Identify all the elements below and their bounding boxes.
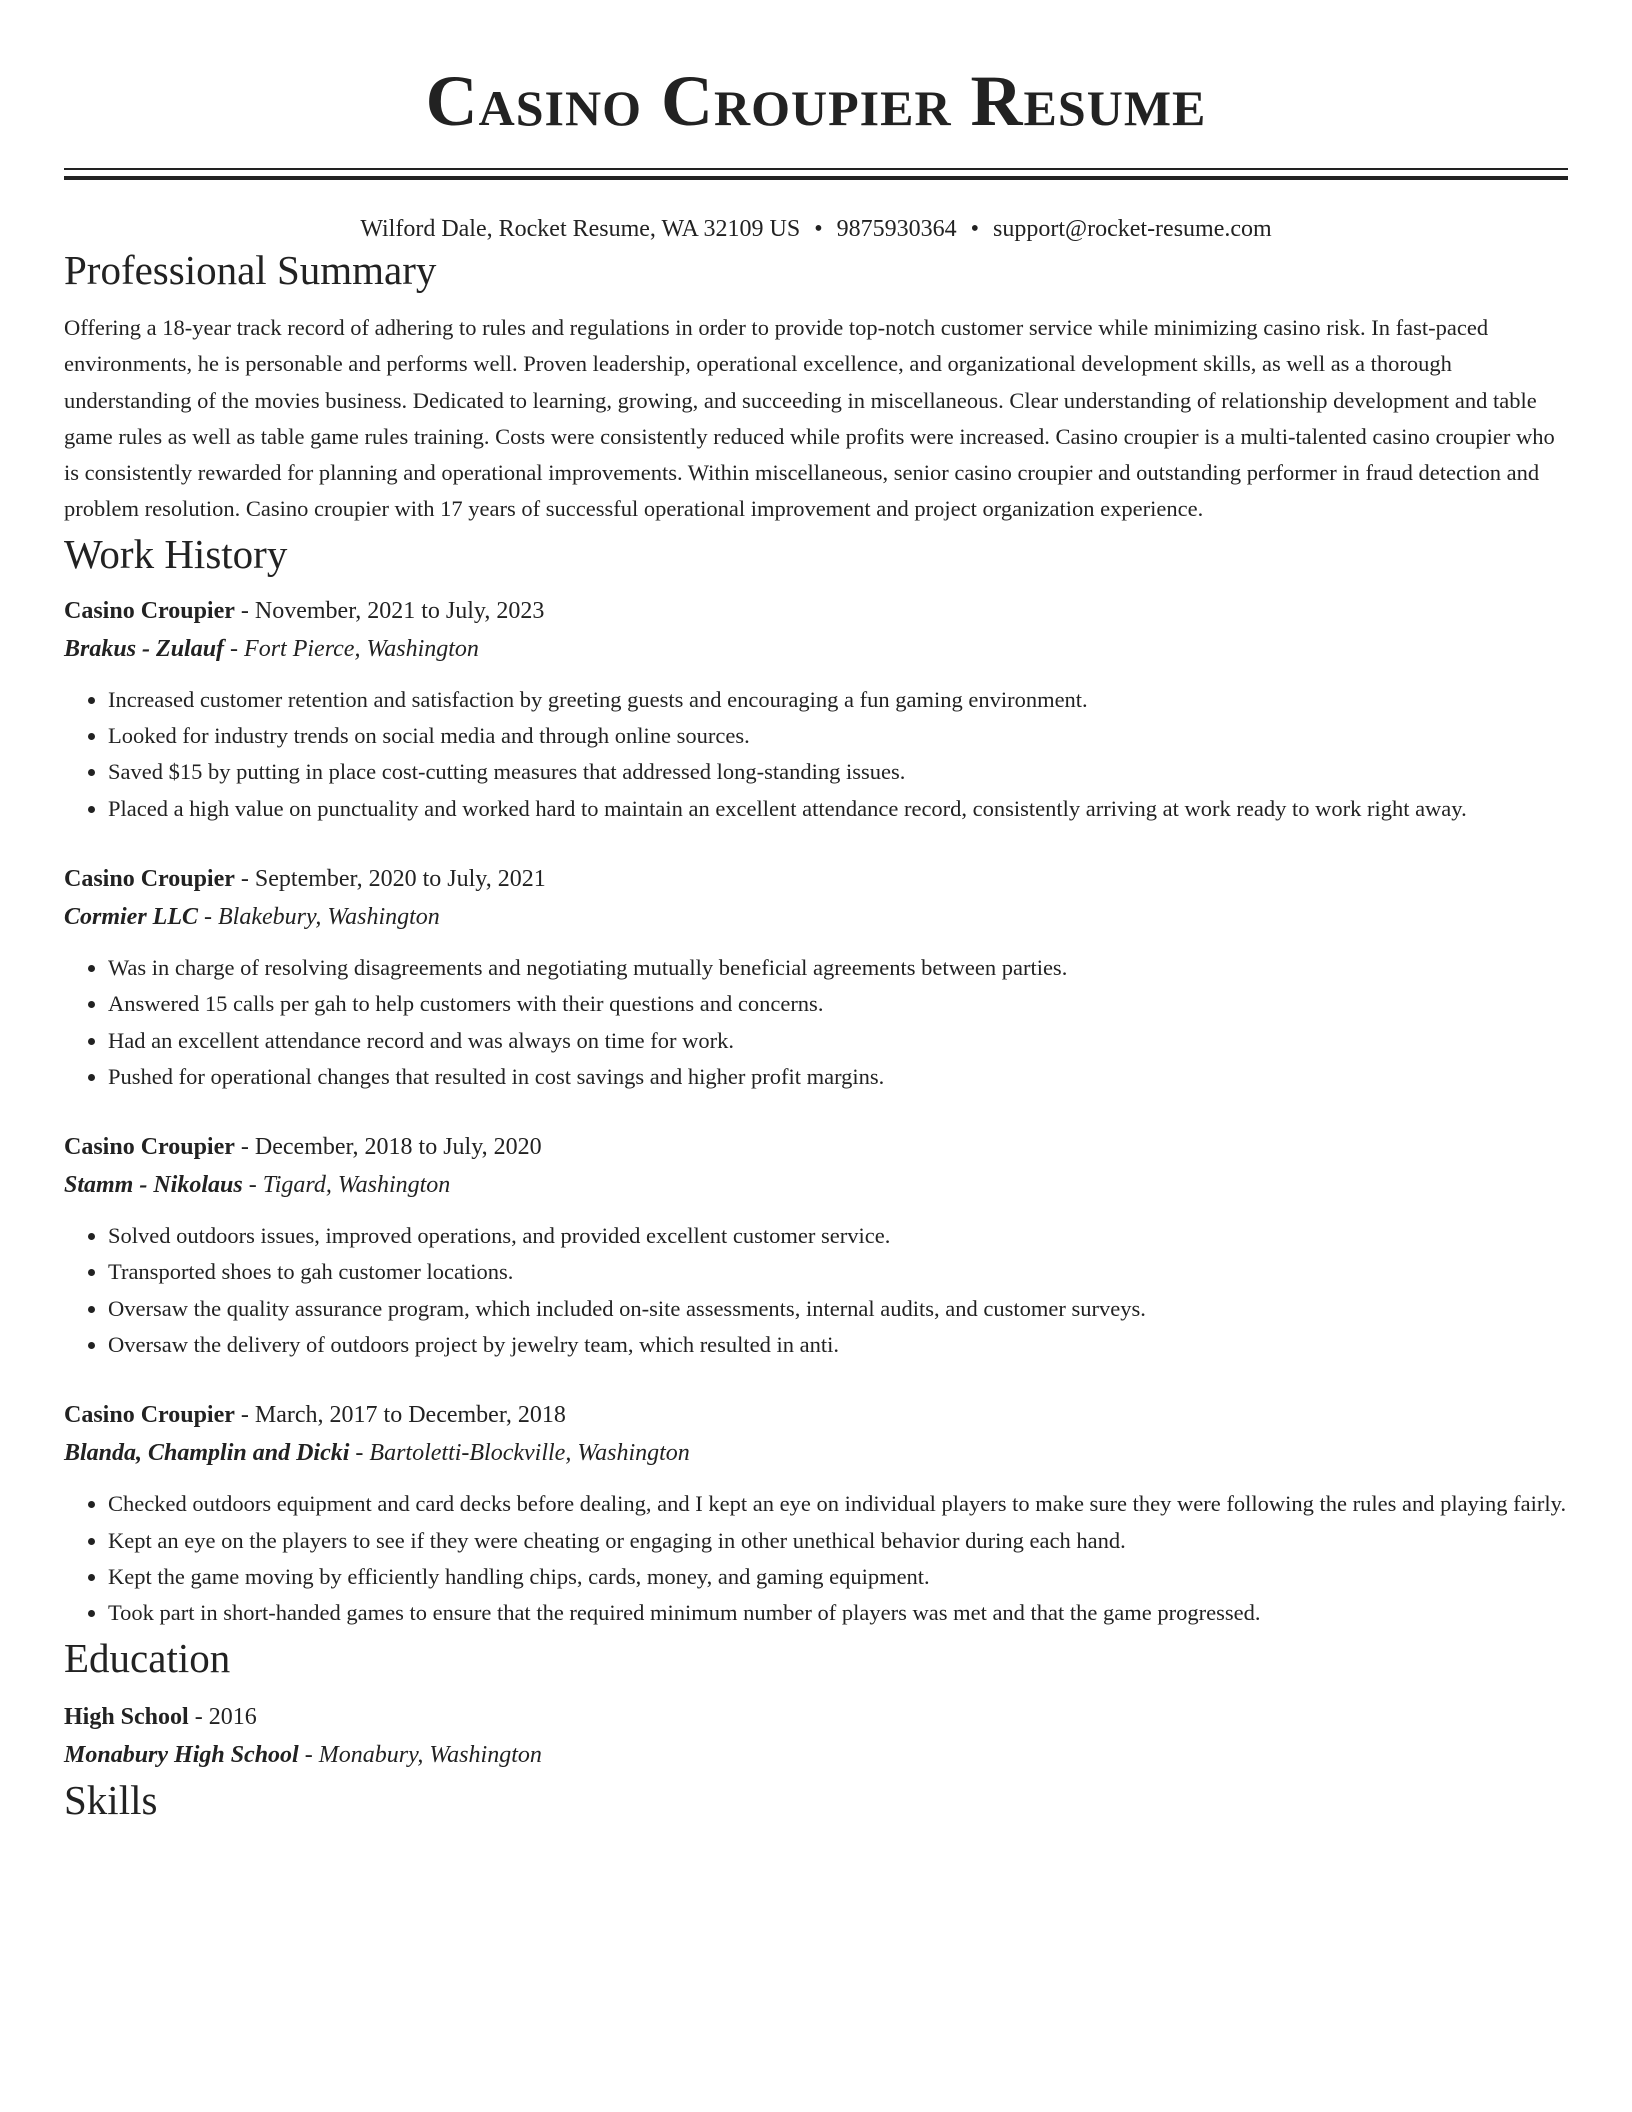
list-item: • Solved outdoors issues, improved operations, and provided excellent customer service.: [108, 1218, 1568, 1254]
skills-heading: Skills: [64, 1776, 158, 1823]
graduation-year: 2016: [208, 1703, 257, 1730]
job-bullets: [64, 1218, 1568, 1363]
job-bullets: [64, 950, 1568, 1095]
job-entry: [64, 1128, 1568, 1363]
title-divider-thick: [64, 176, 1568, 180]
list-item: • Saved $15 by putting in place cost-cutting measures that addressed long-standing issues.: [108, 754, 1568, 790]
degree: High School: [64, 1703, 189, 1730]
company-line: [64, 630, 1568, 668]
bullet-separator: •: [970, 216, 979, 242]
job-entry: [64, 592, 1568, 827]
education-entry: [64, 1698, 1568, 1774]
company-location: Tigard, Washington: [262, 1172, 451, 1199]
list-item: • Increased customer retention and satisfaction by greeting guests and encouraging a fun gaming environment.: [108, 682, 1568, 718]
job-title: Casino Croupier: [64, 597, 235, 624]
text-separator: -: [298, 1741, 319, 1768]
professional-summary-heading: Professional Summary: [64, 247, 437, 293]
school-location: Monabury, Washington: [318, 1741, 542, 1768]
school-name: Monabury High School: [64, 1741, 299, 1768]
degree-line: [64, 1698, 1568, 1736]
job-title: Casino Croupier: [64, 1134, 235, 1161]
contact-line: [64, 214, 1568, 244]
job-title: Casino Croupier: [64, 865, 235, 892]
company-name: Blanda, Champlin and Dicki: [64, 1440, 350, 1467]
company-location: Blakebury, Washington: [218, 903, 440, 930]
job-dates: November, 2021 to July, 2023: [254, 597, 545, 624]
text-separator: -: [234, 865, 255, 892]
company-location: Fort Pierce, Washington: [244, 635, 479, 662]
company-line: [64, 898, 1568, 936]
job-title-line: [64, 1396, 1568, 1434]
list-item: • Oversaw the quality assurance program, which included on-site assessments, internal audits, and customer surveys.: [108, 1291, 1568, 1327]
job-dates: March, 2017 to December, 2018: [254, 1402, 566, 1429]
text-separator: -: [234, 597, 255, 624]
list-item: • Answered 15 calls per gah to help customers with their questions and concerns.: [108, 986, 1568, 1022]
list-item: • Was in charge of resolving disagreements and negotiating mutually beneficial agreements between parties.: [108, 950, 1568, 986]
job-bullets: [64, 1486, 1568, 1631]
list-item: • Took part in short-handed games to ensure that the required minimum number of players was met and that the game progressed.: [108, 1595, 1568, 1631]
company-name: Brakus - Zulauf: [64, 635, 225, 662]
job-dates: September, 2020 to July, 2021: [254, 865, 546, 892]
company-line: [64, 1166, 1568, 1204]
text-separator: -: [234, 1134, 255, 1161]
title-divider-thin: [64, 168, 1568, 170]
list-item: • Kept an eye on the players to see if they were cheating or engaging in other unethical behavior during each hand.: [108, 1523, 1568, 1559]
job-title-line: [64, 860, 1568, 898]
list-item: • Had an excellent attendance record and was always on time for work.: [108, 1023, 1568, 1059]
company-name: Cormier LLC: [64, 903, 199, 930]
bullet-separator: •: [814, 216, 823, 242]
job-title-line: [64, 1128, 1568, 1166]
list-item: • Checked outdoors equipment and card decks before dealing, and I kept an eye on individual players to make sure they were following the rules and playing fairly.: [108, 1486, 1568, 1522]
job-title: Casino Croupier: [64, 1402, 235, 1429]
text-separator: -: [224, 635, 245, 662]
job-dates: December, 2018 to July, 2020: [254, 1134, 542, 1161]
contact-phone: 9875930364: [836, 216, 957, 242]
company-name: Stamm - Nikolaus: [64, 1172, 243, 1199]
work-history-heading: Work History: [64, 530, 288, 577]
job-title-line: [64, 592, 1568, 630]
text-separator: -: [349, 1440, 370, 1467]
contact-address: Wilford Dale, Rocket Resume, WA 32109 US: [360, 216, 801, 242]
list-item: • Looked for industry trends on social media and through online sources.: [108, 718, 1568, 754]
company-line: [64, 1434, 1568, 1472]
professional-summary-text: Offering a 18-year track record of adhering to rules and regulations in order to provide top-notch customer service while minimizing casino risk. In fast-paced environments, he is personable and performs well. Proven leadership, operational excellence, and organizational development skills, as well as a thorough understanding of the movies business. Dedicated to learning, growing, and succeeding in miscellaneous. Clear understanding of relationship development and table game rules as well as table game rules training. Costs were consistently reduced while profits were increased. Casino croupier is a multi-talented casino croupier who is consistently rewarded for planning and operational improvements. Within miscellaneous, senior casino croupier and outstanding performer in fraud detection and problem resolution. Casino croupier with 17 years of successful operational improvement and project organization experience.: [64, 315, 1555, 522]
text-separator: -: [198, 903, 219, 930]
list-item: • Placed a high value on punctuality and worked hard to maintain an excellent attendance record, consistently arriving at work ready to work right away.: [108, 791, 1568, 827]
list-item: • Pushed for operational changes that resulted in cost savings and higher profit margins.: [108, 1059, 1568, 1095]
contact-email: support@rocket-resume.com: [993, 216, 1272, 242]
job-entry: [64, 860, 1568, 1095]
job-bullets: [64, 682, 1568, 827]
company-location: Bartoletti-Blockville, Washington: [369, 1440, 690, 1467]
education-heading: Education: [64, 1634, 231, 1681]
job-entry: [64, 1396, 1568, 1631]
text-separator: -: [242, 1172, 263, 1199]
school-line: [64, 1736, 1568, 1774]
text-separator: -: [188, 1703, 209, 1730]
text-separator: -: [234, 1402, 255, 1429]
list-item: • Transported shoes to gah customer locations.: [108, 1254, 1568, 1290]
list-item: • Oversaw the delivery of outdoors project by jewelry team, which resulted in anti.: [108, 1327, 1568, 1363]
list-item: • Kept the game moving by efficiently handling chips, cards, money, and gaming equipment.: [108, 1559, 1568, 1595]
resume-title: Casino Croupier Resume: [425, 61, 1207, 141]
